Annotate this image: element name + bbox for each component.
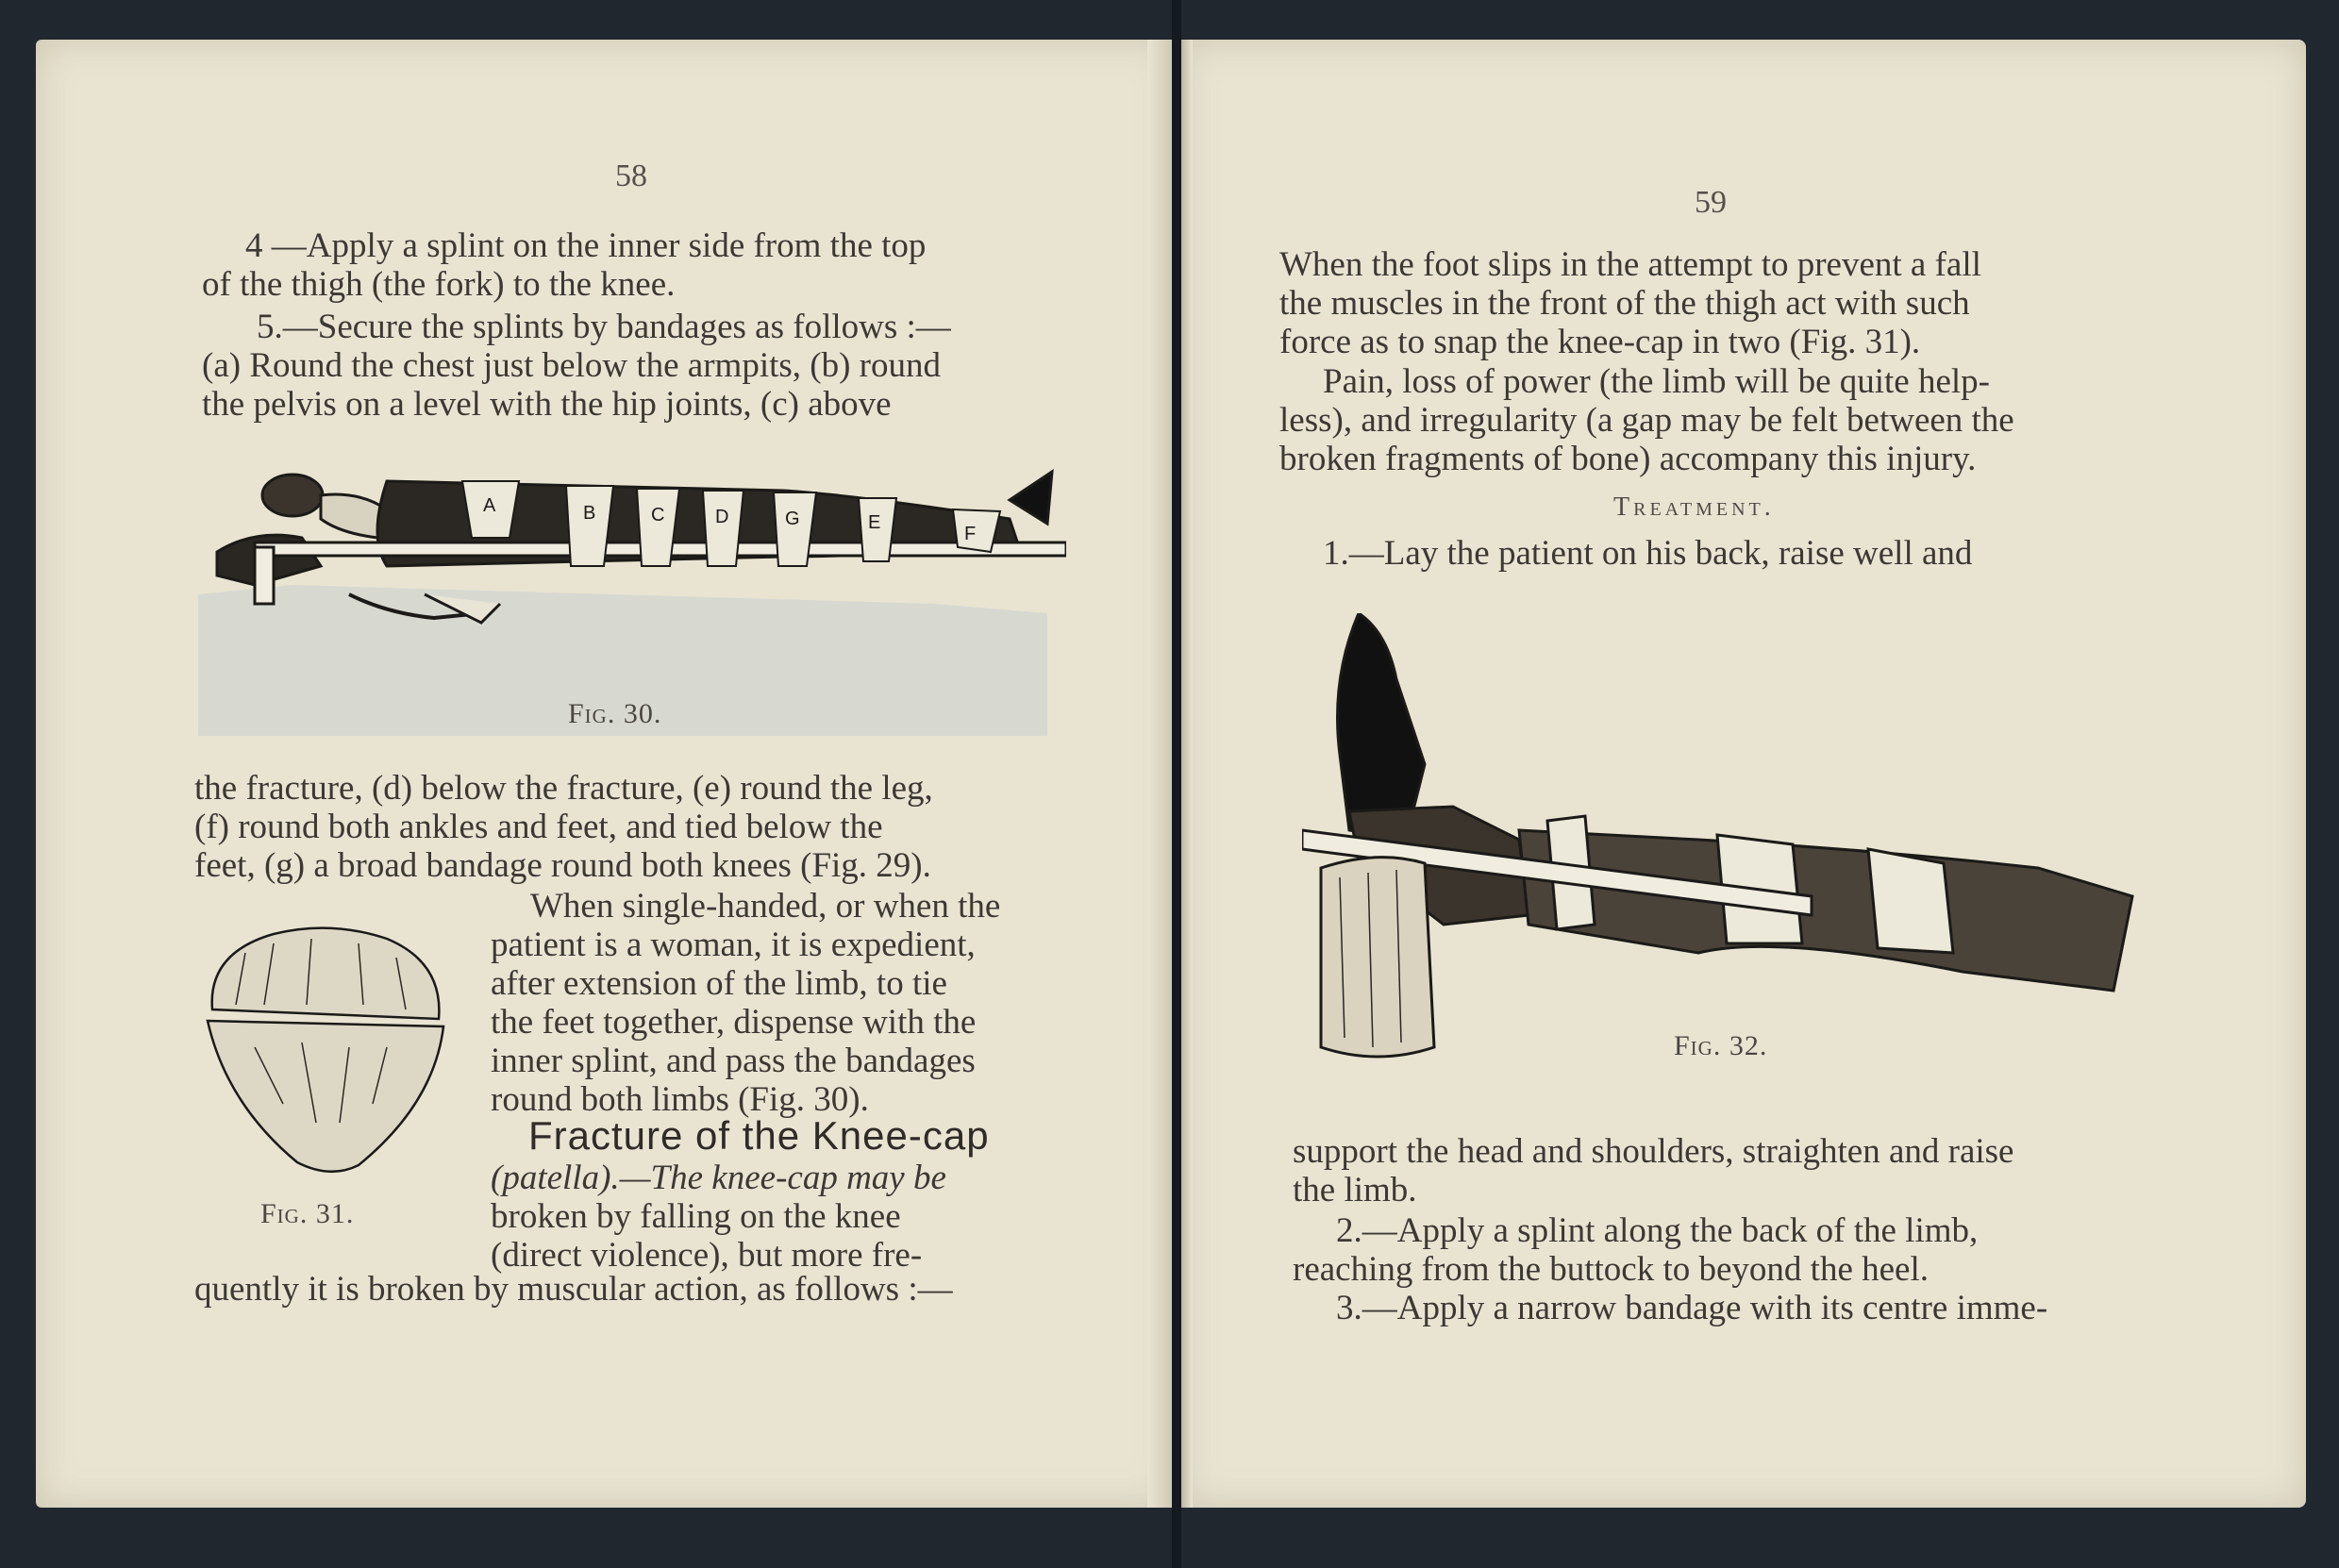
fig30-label-a: A	[483, 495, 496, 516]
figure-30-caption: Fig. 30.	[568, 698, 662, 729]
text-line: after extension of the limb, to tie	[491, 964, 947, 1003]
text-line: When the foot slips in the attempt to prevent a fall	[1279, 245, 1981, 284]
right-paragraph-6	[1293, 1289, 2149, 1327]
text-line: support the head and shoulders, straighten and raise	[1293, 1132, 2014, 1171]
fig30-label-e: E	[868, 512, 881, 533]
text-line: of the thigh (the fork) to the knee.	[202, 265, 676, 304]
text-line: the limb.	[1293, 1171, 1417, 1209]
left-paragraph-3	[194, 769, 1059, 885]
text-line: 1.—Lay the patient on his back, raise well and	[1323, 534, 1973, 573]
text-line: quently it is broken by muscular action, as follows :—	[194, 1270, 953, 1309]
figure-31-illustration	[198, 915, 453, 1179]
text-line: inner splint, and pass the bandages	[491, 1042, 976, 1080]
fig30-label-f: F	[964, 524, 977, 544]
left-paragraph-4	[491, 887, 1059, 1119]
text-line: (a) Round the chest just below the armpits, (b) round	[202, 346, 941, 385]
text-line: the muscles in the front of the thigh act with such	[1279, 284, 1970, 323]
left-gutter-shadow	[1147, 40, 1172, 1508]
treatment-subheading: Treatment.	[1613, 492, 1775, 522]
fig30-label-c: C	[651, 505, 665, 525]
section-heading-knee-cap: Fracture of the Knee-cap	[528, 1113, 990, 1158]
left-paragraph-1	[202, 226, 1062, 304]
left-paragraph-5	[491, 1159, 1059, 1275]
text-line: (direct violence), but more fre-	[491, 1236, 923, 1275]
text-line: feet, (g) a broad bandage round both knees (Fig. 29).	[194, 846, 931, 885]
text-line: round both limbs (Fig. 30).	[491, 1080, 869, 1119]
text-line: 5.—Secure the splints by bandages as follows :—	[257, 308, 951, 346]
text-line: less), and irregularity (a gap may be felt between the	[1279, 401, 2014, 440]
page-number-left: 58	[615, 158, 647, 193]
text-line: force as to snap the knee-cap in two (Fig. 31).	[1279, 323, 1921, 361]
book-spine	[1172, 0, 1181, 1568]
right-paragraph-1	[1279, 245, 2144, 361]
text-line: broken by falling on the knee	[491, 1197, 901, 1236]
text-line: patient is a woman, it is expedient,	[491, 926, 976, 964]
right-gutter-shadow	[1181, 40, 1193, 1508]
text-line: 2.—Apply a splint along the back of the limb,	[1336, 1211, 1979, 1250]
fig30-label-g: G	[785, 509, 800, 529]
right-paragraph-2	[1279, 362, 2144, 478]
fig30-label-b: B	[583, 503, 596, 524]
text-line: the feet together, dispense with the	[491, 1003, 977, 1042]
text-line: the fracture, (d) below the fracture, (e) round the leg,	[194, 769, 933, 808]
text-line: When single-handed, or when the	[530, 887, 1001, 926]
left-paragraph-5-last	[194, 1270, 1059, 1309]
text-line: broken fragments of bone) accompany this injury.	[1279, 440, 1977, 478]
text-line: 4 —Apply a splint on the inner side from the top	[245, 226, 927, 265]
right-paragraph-3	[1279, 534, 2144, 573]
left-paragraph-2	[202, 308, 1062, 424]
right-paragraph-5	[1293, 1211, 2149, 1289]
right-paragraph-4	[1293, 1132, 2149, 1209]
text-line: 3.—Apply a narrow bandage with its centre imme-	[1336, 1289, 2048, 1327]
page-number-right: 59	[1695, 185, 1727, 220]
fig30-label-d: D	[715, 507, 729, 527]
text-line: Pain, loss of power (the limb will be quite help-	[1323, 362, 1990, 401]
text-line: (patella).—The knee-cap may be	[491, 1159, 946, 1197]
figure-31-caption: Fig. 31.	[260, 1198, 355, 1229]
text-line: reaching from the buttock to beyond the heel.	[1293, 1250, 1930, 1289]
figure-32-illustration	[1302, 613, 2151, 1085]
figure-32-caption: Fig. 32.	[1674, 1030, 1768, 1061]
text-line: (f) round both ankles and feet, and tied below the	[194, 808, 883, 846]
text-line: the pelvis on a level with the hip joints, (c) above	[202, 385, 892, 424]
